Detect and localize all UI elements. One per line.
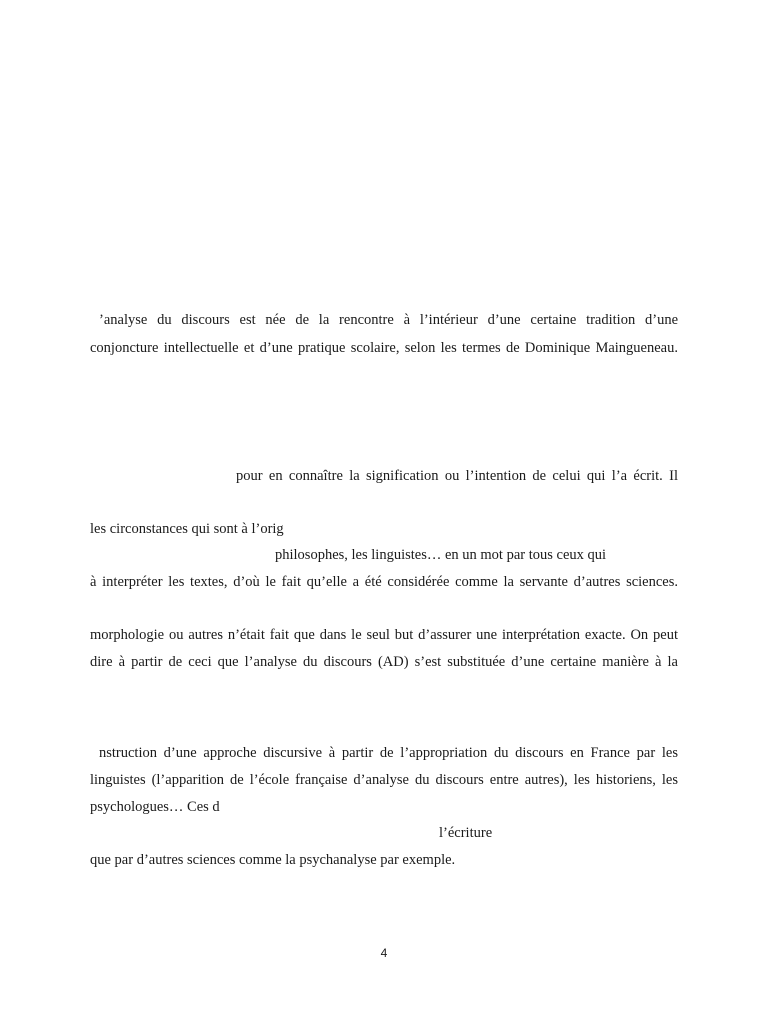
paragraph2-line4: à interpréter les textes, d’où le fait qu’elle a été considérée comme la servante d’autres sciences. — [90, 574, 678, 590]
paragraph4-line2: linguistes (l’apparition de l’école française d’analyse du discours entre autres), les historiens, les — [90, 772, 678, 788]
paragraph4-line3: psychologues… Ces d — [90, 799, 220, 815]
paragraph3-line1: morphologie ou autres n’était fait que dans le seul but d’assurer une interprétation exacte. On peut — [90, 627, 678, 643]
paragraph2-line2: les circonstances qui sont à l’orig — [90, 521, 284, 537]
page-number: 4 — [380, 946, 388, 960]
paragraph3-line2: dire à partir de ceci que l’analyse du discours (AD) s’est substituée d’une certaine manière à la — [90, 654, 678, 670]
paragraph4-line5: que par d’autres sciences comme la psychanalyse par exemple. — [90, 852, 456, 868]
paragraph2-line3: philosophes, les linguistes… en un mot par tous ceux qui — [275, 547, 607, 563]
paragraph2-line1: pour en connaître la signification ou l’intention de celui qui l’a écrit. Il — [236, 468, 678, 484]
paragraph4-line1: nstruction d’une approche discursive à partir de l’appropriation du discours en France par les — [99, 745, 678, 761]
paragraph4-line4: l’écriture — [439, 825, 493, 841]
paragraph1-line2: conjoncture intellectuelle et d’une pratique scolaire, selon les termes de Dominique Maingueneau. — [90, 340, 678, 356]
paragraph1-line1: ’analyse du discours est née de la rencontre à l’intérieur d’une certaine tradition d’une — [99, 312, 678, 328]
